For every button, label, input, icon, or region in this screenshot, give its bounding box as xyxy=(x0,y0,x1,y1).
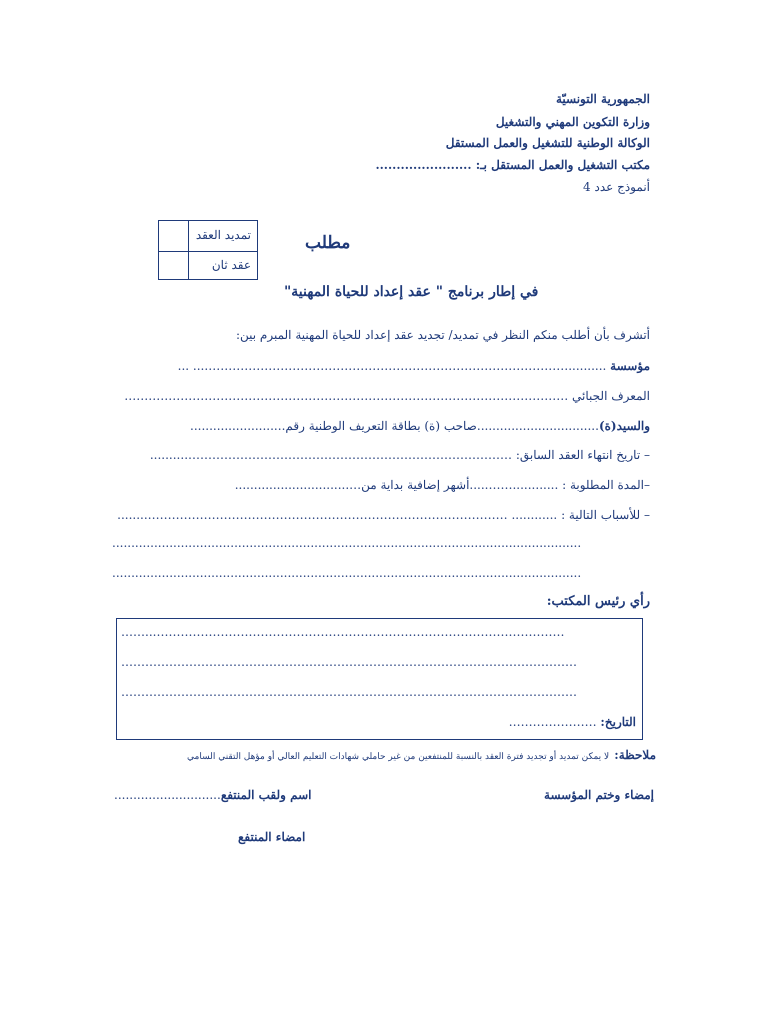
opinion-date-field[interactable]: …………………. xyxy=(508,715,597,729)
beneficiary-name-line xyxy=(114,788,311,802)
opinion-box[interactable] xyxy=(116,618,643,740)
opinion-date-label: التاريخ: xyxy=(600,715,636,729)
second-contract-checkbox[interactable] xyxy=(159,251,189,280)
note-text: لا يمكن تمديد أو تجديد فترة العقد بالنسبة للمنتفعين من غير حاملي شهادات التعليم العالي أو مؤهل التقني السامي xyxy=(187,752,610,762)
second-contract-label: عقد ثان xyxy=(211,258,251,272)
note-line xyxy=(187,744,656,763)
beneficiary-signature-label: امضاء المنتفع xyxy=(238,830,306,844)
intro-text: أتشرف بأن أطلب منكم النظر في تمديد/ تجديد عقد إعداد للحياة المهنية المبرم بين: xyxy=(235,328,650,342)
institution-line xyxy=(178,359,650,373)
opinion-date-line xyxy=(509,715,636,729)
form-number: أنموذج عدد 4 xyxy=(583,180,650,194)
extend-contract-label: تمديد العقد xyxy=(195,228,251,242)
mr-label: والسيد(ة) xyxy=(598,419,650,433)
institution-signature-label: إمضاء وختم المؤسسة xyxy=(544,788,654,802)
tax-id-label: المعرف الجبائي xyxy=(572,389,650,403)
second-contract-row xyxy=(159,251,257,280)
mr-line xyxy=(190,419,650,433)
request-type-table xyxy=(158,220,258,280)
opinion-line-2[interactable]: …………………………………………………………………………………………………… xyxy=(121,655,577,669)
duration-field[interactable]: ............…….....أشهر إضافية بداية من….............................. xyxy=(234,478,559,492)
beneficiary-name-field[interactable]: ............................ xyxy=(114,788,221,802)
program-title: في إطار برنامج " عقد إعداد للحياة المهنية" xyxy=(284,284,539,300)
opinion-title: رأي رئيس المكتب: xyxy=(546,594,650,609)
extend-contract-row xyxy=(159,221,257,252)
institution-label: مؤسسة xyxy=(610,359,650,373)
reasons-field[interactable]: ............ ………………………………………………………………………………........ xyxy=(117,508,558,522)
request-title: مطلب xyxy=(305,233,351,253)
header-office: مكتب التشغيل والعمل المستقل بـ: ....................... xyxy=(375,158,650,172)
opinion-line-1[interactable]: ……...………………………………………………………………………………………… xyxy=(121,625,565,639)
reasons-extra-line-2[interactable]: ........................................................................................................................... xyxy=(112,566,582,580)
beneficiary-name-label: اسم ولقب المنتفع xyxy=(220,788,312,802)
header-republic: الجمهورية التونسيّة xyxy=(555,92,650,106)
mr-field[interactable]: ................................صاحب (ة) بطاقة التعريف الوطنية رقم......................... xyxy=(190,419,599,433)
header-ministry: وزارة التكوين المهني والتشغيل xyxy=(495,115,650,129)
header-agency: الوكالة الوطنية للتشغيل والعمل المستقل xyxy=(445,136,650,150)
extend-contract-checkbox[interactable] xyxy=(159,221,189,251)
prev-end-field[interactable]: ……………………………………………………………………….......... xyxy=(149,448,513,462)
prev-end-line xyxy=(150,448,650,462)
prev-end-label: – تاريخ انتهاء العقد السابق: xyxy=(515,448,650,462)
tax-id-line xyxy=(124,389,650,403)
opinion-line-3[interactable]: …………………………………………………………………………………………………… xyxy=(121,685,577,699)
reasons-label: – للأسباب التالية : xyxy=(561,508,650,522)
tax-id-field[interactable]: ………………………………………………………………………………………………… xyxy=(124,389,569,403)
duration-line xyxy=(235,478,650,492)
reasons-line xyxy=(117,508,650,522)
duration-label: –المدة المطلوبة : xyxy=(562,478,650,492)
institution-field[interactable]: ..........……………………………………………………………………………….... ... xyxy=(177,359,607,373)
reasons-extra-line-1[interactable]: ........................................................................................................................... xyxy=(112,536,582,550)
note-label: ملاحظة: xyxy=(614,748,656,762)
